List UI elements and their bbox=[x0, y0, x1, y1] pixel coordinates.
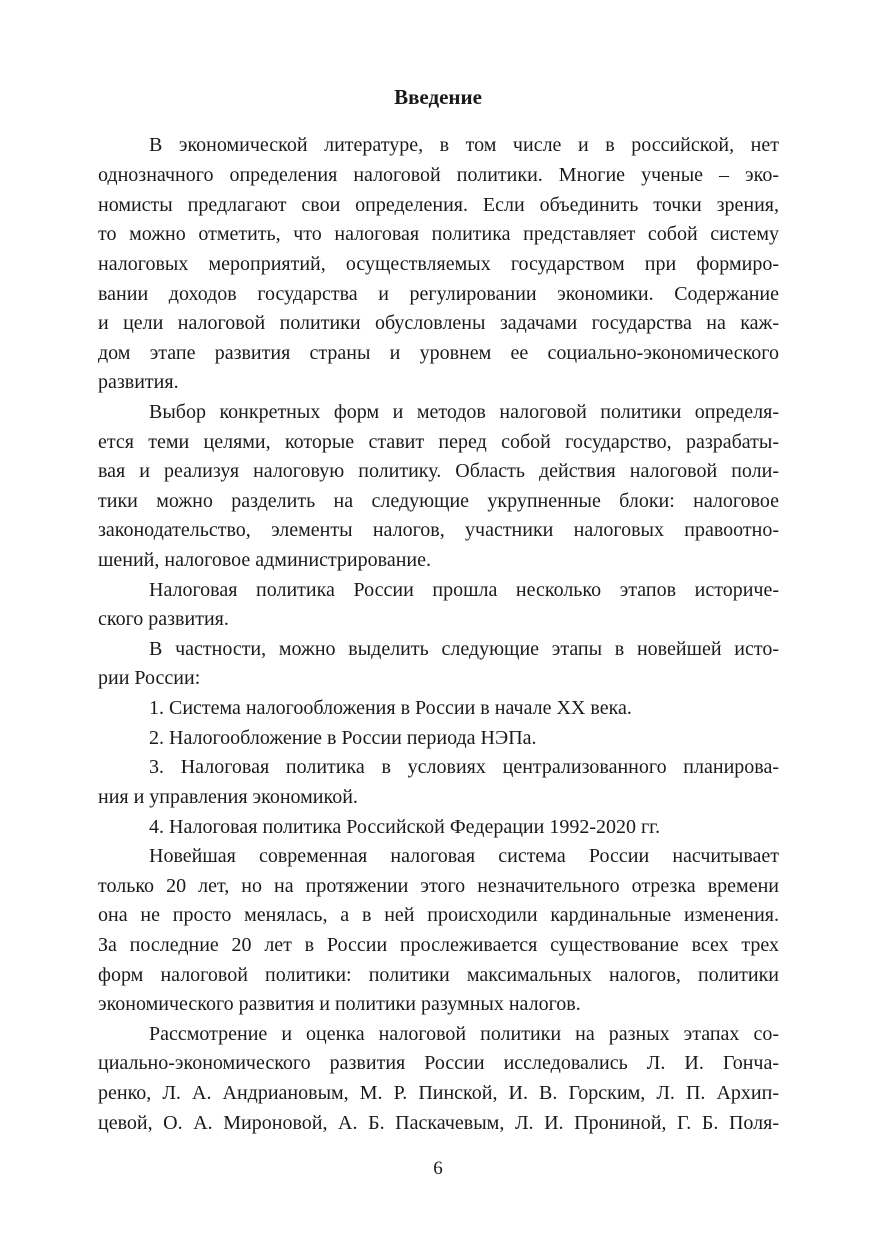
text-line: и цели налоговой политики обусловлены задачами государства на каж- bbox=[98, 312, 779, 334]
text-line: Налоговая политика России прошла несколько этапов историче- bbox=[149, 579, 779, 601]
list-item: 2. Налогообложение в России периода НЭПа. bbox=[149, 727, 537, 749]
text-line: рии России: bbox=[98, 667, 201, 689]
text-line: ется теми целями, которые ставит перед собой государство, разрабаты- bbox=[98, 431, 779, 453]
text-line: только 20 лет, но на протяжении этого незначительного отрезка времени bbox=[98, 875, 779, 897]
text-line: она не просто менялась, а в ней происходили кардинальные изменения. bbox=[98, 904, 779, 926]
text-line: Рассмотрение и оценка налоговой политики на разных этапах со- bbox=[149, 1023, 779, 1045]
text-line: дом этапе развития страны и уровнем ее социально-экономического bbox=[98, 342, 779, 364]
text-line: В частности, можно выделить следующие этапы в новейшей исто- bbox=[149, 638, 779, 660]
text-line: Выбор конкретных форм и методов налоговой политики определя- bbox=[149, 401, 779, 423]
list-item: 1. Система налогообложения в России в начале XX века. bbox=[149, 697, 632, 719]
text-line: номисты предлагают свои определения. Если объединить точки зрения, bbox=[98, 194, 779, 216]
text-line: экономического развития и политики разумных налогов. bbox=[98, 993, 581, 1015]
list-item-continuation: ния и управления экономикой. bbox=[98, 786, 358, 808]
text-line: циально-экономического развития России исследовались Л. И. Гонча- bbox=[98, 1052, 779, 1074]
text-line: тики можно разделить на следующие укрупненные блоки: налоговое bbox=[98, 490, 779, 512]
text-line: цевой, О. А. Мироновой, А. Б. Паскачевым, Л. И. Прониной, Г. Б. Поля- bbox=[98, 1112, 779, 1134]
text-line: вая и реализуя налоговую политику. Область действия налоговой поли- bbox=[98, 460, 779, 482]
text-line: ского развития. bbox=[98, 608, 229, 630]
text-line: Новейшая современная налоговая система России насчитывает bbox=[149, 845, 779, 867]
text-line: то можно отметить, что налоговая политика представляет собой систему bbox=[98, 223, 779, 245]
text-line: шений, налоговое администрирование. bbox=[98, 549, 431, 571]
text-line: В экономической литературе, в том числе и в российской, нет bbox=[149, 134, 779, 156]
text-line: форм налоговой политики: политики максимальных налогов, политики bbox=[98, 964, 779, 986]
text-line: законодательство, элементы налогов, участники налоговых правоотно- bbox=[98, 519, 779, 541]
text-line: однозначного определения налоговой политики. Многие ученые – эко- bbox=[98, 164, 779, 186]
page-title: Введение bbox=[394, 85, 482, 109]
text-line: вании доходов государства и регулировании экономики. Содержание bbox=[98, 283, 779, 305]
text-line: налоговых мероприятий, осуществляемых государством при формиро- bbox=[98, 253, 779, 275]
text-line: ренко, Л. А. Андриановым, М. Р. Пинской, И. В. Горским, Л. П. Архип- bbox=[98, 1082, 779, 1104]
list-item: 4. Налоговая политика Российской Федерации 1992-2020 гг. bbox=[149, 816, 661, 838]
page-number: 6 bbox=[433, 1158, 443, 1179]
text-line: За последние 20 лет в России прослеживается существование всех трех bbox=[98, 934, 779, 956]
text-line: развития. bbox=[98, 371, 179, 393]
list-item: 3. Налоговая политика в условиях централизованного планирова- bbox=[149, 756, 779, 778]
